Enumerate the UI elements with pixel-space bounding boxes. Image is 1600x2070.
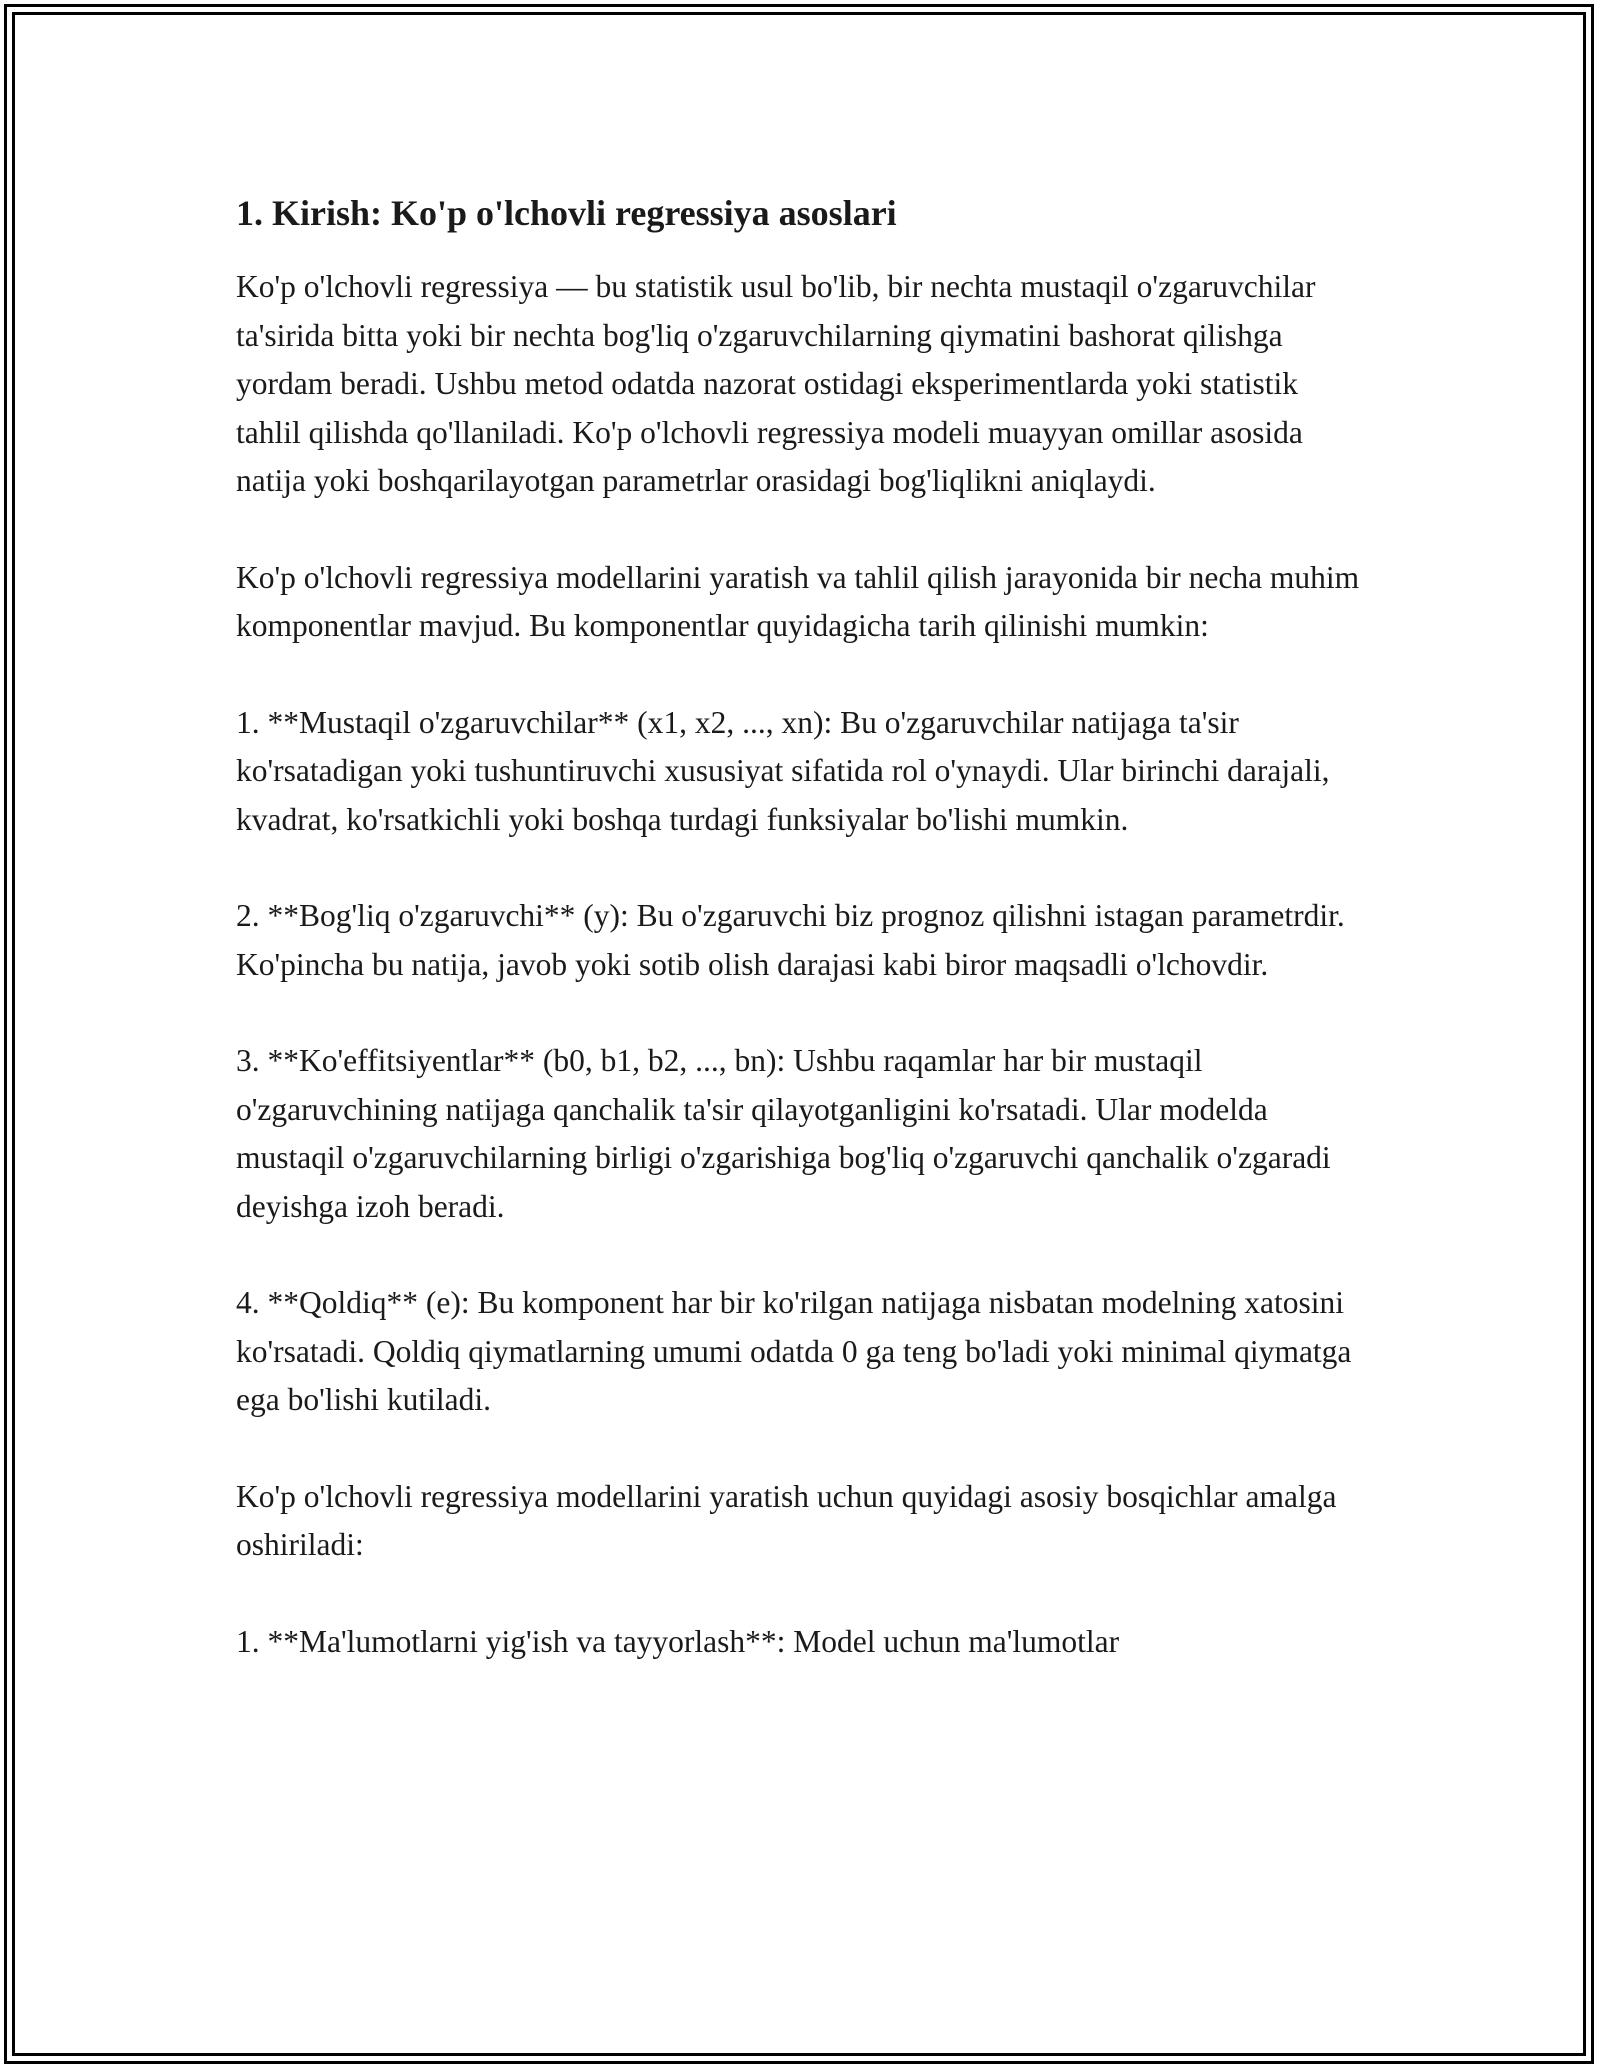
list-item-data-collection: 1. **Ma'lumotlarni yig'ish va tayyorlash**: Model uchun ma'lumotlar: [236, 1623, 1120, 1659]
paragraph-components-intro: Ko'p o'lchovli regressiya modellarini yaratish va tahlil qilish jarayonida bir necha muhim komponentlar mavjud. Bu komponentlar quyidagicha tarih qilinishi mumkin:: [236, 559, 1360, 643]
list-item-residual: 4. **Qoldiq** (e): Bu komponent har bir ko'rilgan natijaga nisbatan modelning xatosini ko'rsatadi. Qoldiq qiymatlarning umumi odatda 0 ga teng bo'ladi yoki minimal qiymatga ega bo'lishi kutiladi.: [236, 1285, 1352, 1417]
paragraph-steps-intro: Ko'p o'lchovli regressiya modellarini yaratish uchun quyidagi asosiy bosqichlar amalga oshiriladi:: [236, 1478, 1337, 1562]
list-item-coefficients: 3. **Ko'effitsiyentlar** (b0, b1, b2, ..., bn): Ushbu raqamlar har bir mustaqil o'zgaruvchining natijaga qanchalik ta'sir qilayotganligini ko'rsatadi. Ular modelda mustaqil o'zgaruvchilarning birligi o'zgarishiga bog'liq o'zgaruvchi qanchalik o'zgaradi deyishga izoh beradi.: [236, 1043, 1331, 1224]
list-item-dependent-variable: 2. **Bog'liq o'zgaruvchi** (y): Bu o'zgaruvchi biz prognoz qilishni istagan parametrdir. Ko'pincha bu natija, javob yoki sotib olish darajasi kabi biror maqsadli o'lchovdir.: [236, 898, 1345, 982]
paragraph-intro: Ko'p o'lchovli regressiya — bu statistik usul bo'lib, bir nechta mustaqil o'zgaruvchilar ta'sirida bitta yoki bir nechta bog'liq o'zgaruvchilarning qiymatini bashorat qilishga yordam beradi. Ushbu metod odatda nazorat ostidagi eksperimentlarda yoki statistik tahlil qilishda qo'llaniladi. Ko'p o'lchovli regressiya modeli muayyan omillar asosida natija yoki boshqarilayotgan parametrlar orasidagi bog'liqlikni aniqlaydi.: [236, 269, 1316, 498]
document-body: [236, 185, 1366, 1714]
document-title: 1. Kirish: Ko'p o'lchovli regressiya asoslari: [236, 193, 897, 233]
list-item-independent-variables: 1. **Mustaqil o'zgaruvchilar** (x1, x2, ..., xn): Bu o'zgaruvchilar natijaga ta'sir ko'rsatadigan yoki tushuntiruvchi xususiyat sifatida rol o'ynaydi. Ular birinchi darajali, kvadrat, ko'rsatkichli yoki boshqa turdagi funksiyalar bo'lishi mumkin.: [236, 704, 1330, 837]
